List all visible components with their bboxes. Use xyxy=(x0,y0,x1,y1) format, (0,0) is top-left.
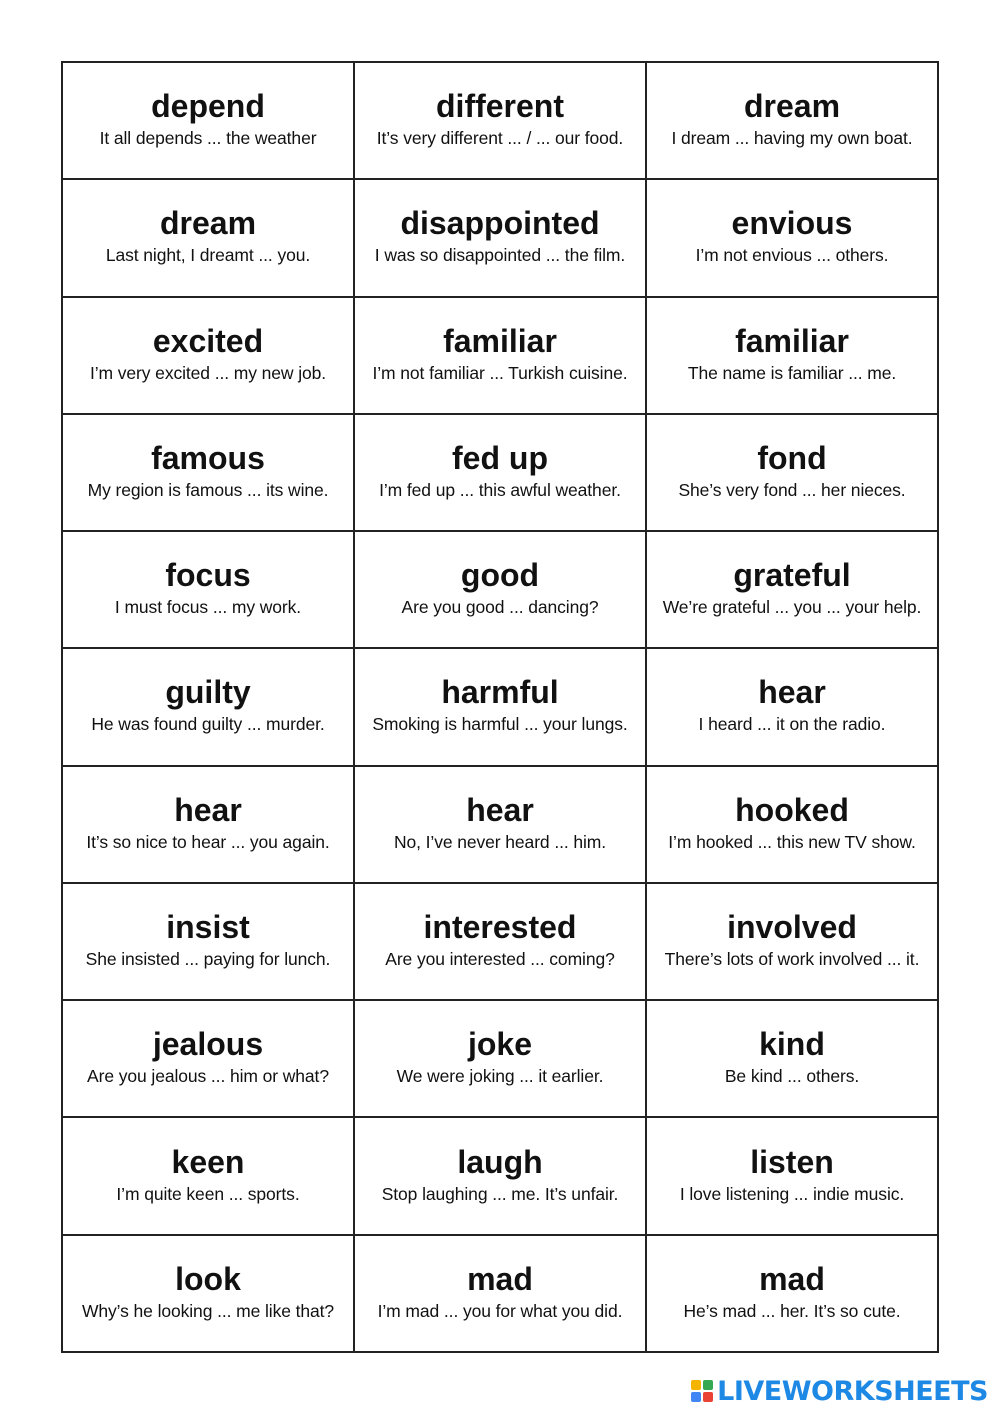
card-word: grateful xyxy=(733,557,851,594)
logo-square-3 xyxy=(691,1392,701,1402)
word-card xyxy=(63,415,355,532)
card-sentence: He’s mad ... her. It’s so cute. xyxy=(683,1300,901,1321)
card-word: mad xyxy=(467,1260,533,1297)
card-sentence: I’m hooked ... this new TV show. xyxy=(668,831,916,852)
card-word: depend xyxy=(151,88,265,125)
word-card xyxy=(647,298,939,415)
card-sentence: Why’s he looking ... me like that? xyxy=(81,1300,335,1321)
card-sentence: I’m not envious ... others. xyxy=(695,245,889,266)
card-sentence: I was so disappointed ... the film. xyxy=(374,245,626,266)
word-card xyxy=(647,1001,939,1118)
card-word: focus xyxy=(165,557,251,594)
preposition-card-grid xyxy=(61,61,939,1353)
word-card xyxy=(63,298,355,415)
card-sentence: It’s so nice to hear ... you again. xyxy=(86,831,330,852)
word-card xyxy=(355,1118,647,1235)
card-word: fond xyxy=(757,439,827,476)
card-sentence: I love listening ... indie music. xyxy=(679,1183,905,1204)
card-sentence: I’m very excited ... my new job. xyxy=(89,362,327,383)
card-sentence: I’m fed up ... this awful weather. xyxy=(379,479,621,500)
card-word: guilty xyxy=(165,674,251,711)
card-word: listen xyxy=(750,1143,834,1180)
word-card xyxy=(355,767,647,884)
card-sentence: It all depends ... the weather xyxy=(99,128,317,149)
word-card xyxy=(63,767,355,884)
word-card xyxy=(647,180,939,297)
word-card xyxy=(63,649,355,766)
word-card xyxy=(355,649,647,766)
card-word: mad xyxy=(759,1260,825,1297)
card-sentence: There’s lots of work involved ... it. xyxy=(664,949,920,970)
liveworksheets-logo-icon xyxy=(691,1380,713,1402)
card-sentence: Are you good ... dancing? xyxy=(401,597,599,618)
word-card xyxy=(63,884,355,1001)
word-card xyxy=(355,180,647,297)
word-card xyxy=(647,1118,939,1235)
card-word: hooked xyxy=(735,791,849,828)
card-sentence: Stop laughing ... me. It’s unfair. xyxy=(381,1183,619,1204)
word-card xyxy=(647,884,939,1001)
word-card xyxy=(63,1118,355,1235)
word-card xyxy=(647,532,939,649)
card-word: harmful xyxy=(441,674,559,711)
word-card xyxy=(355,298,647,415)
card-word: famous xyxy=(151,439,265,476)
logo-square-1 xyxy=(691,1380,701,1390)
liveworksheets-brand xyxy=(691,1375,988,1407)
word-card xyxy=(355,532,647,649)
word-card xyxy=(647,767,939,884)
card-sentence: We were joking ... it earlier. xyxy=(396,1066,604,1087)
card-sentence: I’m quite keen ... sports. xyxy=(116,1183,300,1204)
word-card xyxy=(355,884,647,1001)
card-word: different xyxy=(436,88,564,125)
word-card xyxy=(63,63,355,180)
word-card xyxy=(355,1236,647,1353)
card-word: insist xyxy=(166,909,250,946)
card-word: good xyxy=(460,557,540,594)
word-card xyxy=(647,649,939,766)
word-card xyxy=(355,1001,647,1118)
logo-square-4 xyxy=(703,1392,713,1402)
card-word: involved xyxy=(727,909,857,946)
card-word: familiar xyxy=(443,322,557,359)
card-word: dream xyxy=(159,205,257,242)
logo-square-2 xyxy=(703,1380,713,1390)
word-card xyxy=(355,63,647,180)
word-card xyxy=(63,180,355,297)
word-card xyxy=(63,532,355,649)
card-word: dream xyxy=(743,88,841,125)
word-card xyxy=(63,1236,355,1353)
card-word: laugh xyxy=(457,1143,543,1180)
card-sentence: Are you jealous ... him or what? xyxy=(87,1066,329,1087)
card-word: joke xyxy=(467,1026,533,1063)
card-sentence: Be kind ... others. xyxy=(724,1066,860,1087)
card-sentence: The name is familiar ... me. xyxy=(687,362,897,383)
card-sentence: I must focus ... my work. xyxy=(114,597,302,618)
card-sentence: I heard ... it on the radio. xyxy=(698,714,886,735)
card-sentence: My region is famous ... its wine. xyxy=(87,479,329,500)
card-word: fed up xyxy=(452,439,548,476)
card-word: familiar xyxy=(735,322,849,359)
card-word: jealous xyxy=(152,1026,264,1063)
word-card xyxy=(63,1001,355,1118)
card-sentence: I dream ... having my own boat. xyxy=(671,128,913,149)
word-card xyxy=(647,415,939,532)
word-card xyxy=(647,63,939,180)
word-card xyxy=(647,1236,939,1353)
card-word: keen xyxy=(171,1143,245,1180)
card-word: hear xyxy=(174,791,242,828)
word-card xyxy=(355,415,647,532)
card-sentence: No, I’ve never heard ... him. xyxy=(393,831,607,852)
card-sentence: He was found guilty ... murder. xyxy=(91,714,325,735)
card-word: envious xyxy=(731,205,853,242)
card-sentence: We’re grateful ... you ... your help. xyxy=(662,597,922,618)
card-sentence: Are you interested ... coming? xyxy=(385,949,615,970)
card-sentence: Smoking is harmful ... your lungs. xyxy=(372,714,628,735)
card-word: excited xyxy=(152,322,264,359)
card-sentence: It’s very different ... / ... our food. xyxy=(376,128,624,149)
card-sentence: Last night, I dreamt ... you. xyxy=(105,245,311,266)
card-sentence: She’s very fond ... her nieces. xyxy=(678,479,906,500)
card-word: look xyxy=(175,1260,241,1297)
card-sentence: I’m mad ... you for what you did. xyxy=(377,1300,623,1321)
card-word: hear xyxy=(466,791,534,828)
card-word: kind xyxy=(759,1026,825,1063)
card-word: disappointed xyxy=(400,205,600,242)
card-sentence: I’m not familiar ... Turkish cuisine. xyxy=(372,362,628,383)
brand-text: LIVEWORKSHEETS xyxy=(717,1375,988,1407)
card-word: interested xyxy=(423,909,577,946)
card-word: hear xyxy=(758,674,826,711)
card-sentence: She insisted ... paying for lunch. xyxy=(85,949,331,970)
